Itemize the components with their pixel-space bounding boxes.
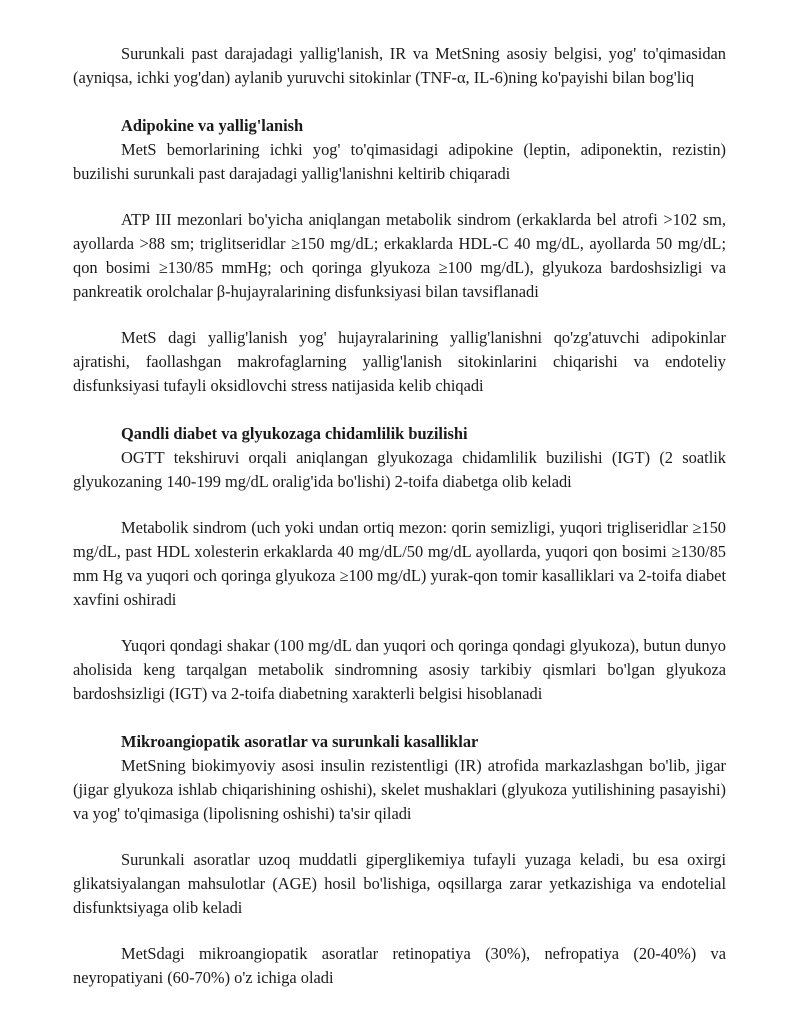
intro-paragraph: Surunkali past darajadagi yallig'lanish, IR va MetSning asosiy belgisi, yog' to'qimasidan (ayniqsa, ichki yog'dan) aylanib yuruvchi sitokinlar (TNF-α, IL-6)ning ko'payishi bilan bog'liq — [73, 44, 726, 87]
paragraph: MetSdagi mikroangiopatik asoratlar retinopatiya (30%), nefropatiya (20-40%) va neyropatiyani (60-70%) o'z ichiga oladi — [73, 944, 726, 987]
paragraph: ATP III mezonlari bo'yicha aniqlangan metabolik sindrom (erkaklarda bel atrofi >102 sm, ayollarda >88 sm; triglitseridlar ≥150 mg/dL; erkaklarda HDL-C 40 mg/dL, ayollarda 50 mg/dL; qon bosimi ≥130/85 mmHg; och qoringa glyukoza ≥100 mg/dL), glyukoza bardoshsizligi va pankreatik orolchalar β-hujayralarining disfunksiyasi bilan tavsiflanadi — [73, 210, 726, 301]
paragraph: Yuqori qondagi shakar (100 mg/dL dan yuqori och qoringa qondagi glyukoza), butun dunyo aholisida keng tarqalgan metabolik sindromning asosiy tarkibiy qismlari bo'lgan glyukoza bardoshsizligi (IGT) va 2-toifa diabetning xarakterli belgisi hisoblanadi — [73, 636, 726, 703]
document-page — [73, 42, 726, 990]
paragraph: MetSning biokimyoviy asosi insulin rezistentligi (IR) atrofida markazlashgan bo'lib, jigar (jigar glyukoza ishlab chiqarishining oshishi), skelet mushaklari (glyukoza yutilishining pasayishi) va yog' to'qimasiga (lipolisning oshishi) ta'sir qiladi — [73, 756, 726, 823]
paragraph: OGTT tekshiruvi orqali aniqlangan glyukozaga chidamlilik buzilishi (IGT) (2 soatlik glyukozaning 140-199 mg/dL oralig'ida bo'lishi) 2-toifa diabetga olib keladi — [73, 448, 726, 491]
section-heading-adipokine: Adipokine va yallig'lanish — [121, 116, 304, 135]
paragraph: Metabolik sindrom (uch yoki undan ortiq mezon: qorin semizligi, yuqori trigliseridlar ≥150 mg/dL, past HDL xolesterin erkaklarda 40 mg/dL/50 mg/dL ayollarda, yuqori qon bosimi ≥130/85 mm Hg va yuqori och qoringa glyukoza ≥100 mg/dL) yurak-qon tomir kasalliklari va 2-toifa diabet xavfini oshiradi — [73, 518, 726, 609]
section-heading-diabetes: Qandli diabet va glyukozaga chidamlilik buzilishi — [121, 424, 468, 443]
section-heading-microangiopathic: Mikroangiopatik asoratlar va surunkali kasalliklar — [121, 732, 479, 751]
paragraph: MetS bemorlarining ichki yog' to'qimasidagi adipokine (leptin, adiponektin, rezistin) buzilishi surunkali past darajadagi yallig'lanishni keltirib chiqaradi — [73, 140, 726, 183]
paragraph: MetS dagi yallig'lanish yog' hujayralarining yallig'lanishni qo'zg'atuvchi adipokinlar ajratishi, faollashgan makrofaglarning yallig'lanish sitokinlarini chiqarishi va endoteliy disfunksiyasi tufayli oksidlovchi stress natijasida kelib chiqadi — [73, 328, 726, 395]
paragraph: Surunkali asoratlar uzoq muddatli giperglikemiya tufayli yuzaga keladi, bu esa oxirgi glikatsiyalangan mahsulotlar (AGE) hosil bo'lishiga, oqsillarga zarar yetkazishiga va endotelial disfunktsiyaga olib keladi — [73, 850, 726, 917]
